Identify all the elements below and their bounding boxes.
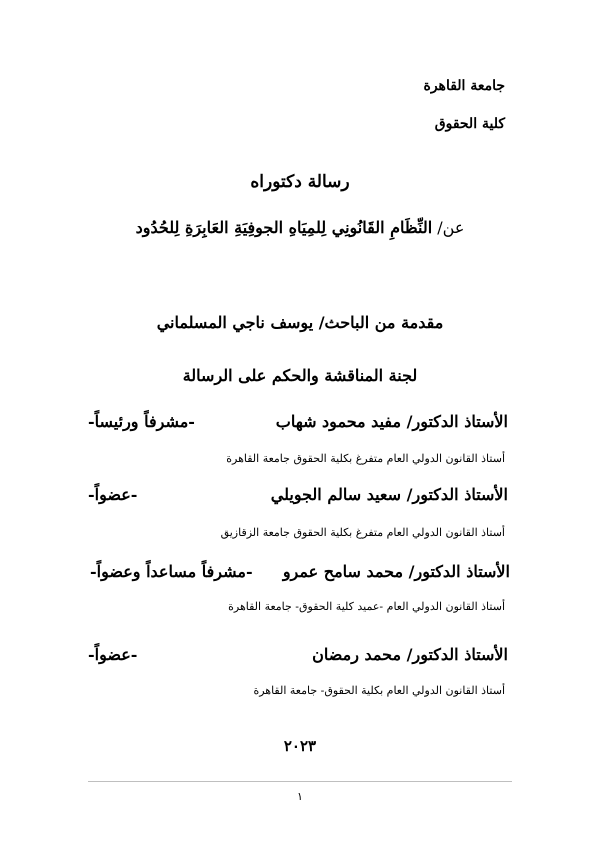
member-row-2 — [88, 485, 508, 504]
member-role: -مشرفاً ورئيساً- — [88, 412, 195, 431]
member-role: -عضواً- — [88, 645, 138, 664]
member-description: أستاذ القانون الدولي العام -عميد كلية الحقوق- جامعة القاهرة — [228, 600, 505, 613]
member-description: أستاذ القانون الدولي العام بكلية الحقوق- جامعة القاهرة — [253, 684, 505, 697]
member-role: -مشرفاً مساعداً وعضواً- — [90, 562, 253, 581]
thesis-title-text: النِّظَامِ القَانُونِي لِلمِيَاهِ الجوفِيَةِ العَابِرَةِ لِلحُدُود — [135, 218, 433, 237]
member-row-3 — [90, 562, 510, 581]
footer-divider — [88, 781, 512, 782]
member-row-4 — [88, 645, 508, 664]
page-number: ١ — [297, 790, 303, 803]
member-name: الأستاذ الدكتور/ سعيد سالم الجويلي — [270, 485, 508, 504]
member-name: الأستاذ الدكتور/ مفيد محمود شهاب — [275, 412, 508, 431]
year: ٢٠٢٣ — [283, 737, 317, 755]
member-name: الأستاذ الدكتور/ محمد سامح عمرو — [282, 562, 510, 581]
thesis-title-prefix: عن/ — [432, 218, 465, 237]
university-name: جامعة القاهرة — [423, 78, 505, 94]
committee-heading: لجنة المناقشة والحكم على الرسالة — [182, 366, 418, 385]
member-role: -عضواً- — [88, 485, 138, 504]
thesis-type: رسالة دكتوراه — [250, 172, 350, 192]
member-name: الأستاذ الدكتور/ محمد رمضان — [312, 645, 508, 664]
thesis-title — [0, 218, 600, 237]
faculty-name: كلية الحقوق — [434, 116, 505, 132]
member-description: أستاذ القانون الدولي العام متفرغ بكلية الحقوق جامعة القاهرة — [226, 452, 505, 465]
member-description: أستاذ القانون الدولي العام متفرغ بكلية الحقوق جامعة الزقازيق — [220, 526, 505, 539]
member-row-1 — [88, 412, 508, 431]
presenter-line: مقدمة من الباحث/ يوسف ناجي المسلماني — [156, 313, 444, 332]
